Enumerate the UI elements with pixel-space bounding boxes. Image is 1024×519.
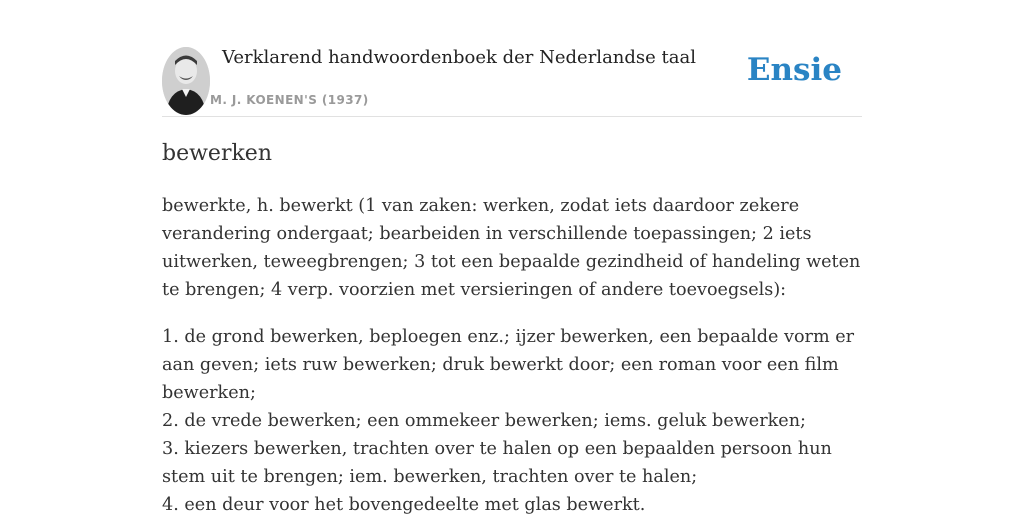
dictionary-header [162,0,862,117]
author-portrait-icon [162,47,210,115]
entry-body [162,192,862,519]
dictionary-title: Verklarend handwoordenboek der Nederlandse taal [222,47,696,68]
entry-headword: bewerken [162,141,272,166]
entry-sense: 1. de grond bewerken, beploegen enz.; ijzer bewerken, een bepaalde vorm er aan geven; iets ruw bewerken; druk bewerkt door; een roman voor een film bewerken; [162,327,855,403]
dictionary-author: M. J. KOENEN'S (1937) [210,93,369,107]
ensie-logo[interactable]: Ensie [746,52,842,88]
entry-sense: 4. een deur voor het bovengedeelte met glas bewerkt. [162,495,646,515]
entry-sense: 3. kiezers bewerken, trachten over te halen op een bepaalden persoon hun stem uit te brengen; iem. bewerken, trachten over te halen; [162,439,832,487]
entry-intro: bewerkte, h. bewerkt (1 van zaken: werken, zodat iets daardoor zekere verandering ondergaat; bearbeiden in verschillende toepassingen; 2 iets uitwerken, teweegbrengen; 3 tot een bepaalde gezindheid of handeling weten te brengen; 4 verp. voorzien met versieringen of andere toevoegsels): [162,196,861,300]
page [162,0,862,515]
entry-senses [162,323,862,519]
entry-sense: 2. de vrede bewerken; een ommekeer bewerken; iems. geluk bewerken; [162,411,806,431]
